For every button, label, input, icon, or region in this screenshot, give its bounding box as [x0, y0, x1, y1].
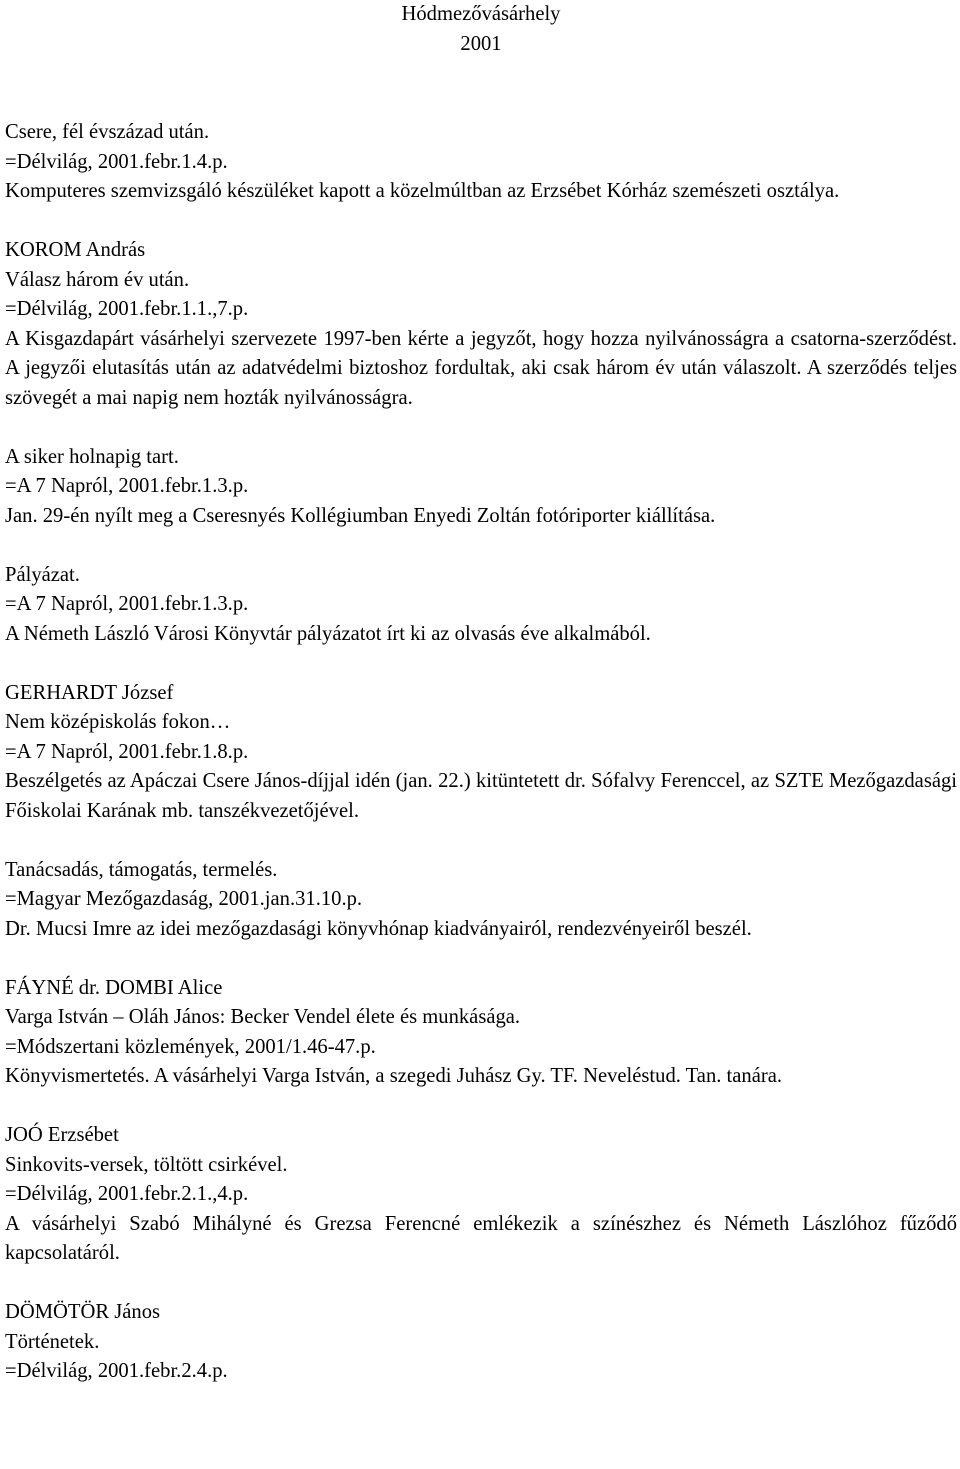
entry-summary: A Kisgazdapárt vásárhelyi szervezete 1997-ben kérte a jegyzőt, hogy hozza nyilvánosságra a csatorna-szerződést. A jegyzői elutasítás után az adatvédelmi biztoshoz fordultak, aki csak három év után válaszolt. A szerződés teljes szövegét a mai napig nem hozták nyilvánosságra. — [5, 327, 957, 409]
entry-title: Nem középiskolás fokon… — [5, 711, 231, 733]
bibliography-entry — [5, 974, 957, 1092]
header-spacer — [5, 59, 957, 118]
entry-source: =Délvilág, 2001.febr.1.4.p. — [5, 150, 228, 173]
document-page — [5, 0, 957, 1416]
bibliography-entry — [5, 679, 957, 827]
bibliography-entry — [5, 236, 957, 413]
bibliography-entry — [5, 1298, 957, 1387]
bibliography-entry — [5, 1121, 957, 1269]
entry-summary: Komputeres szemvizsgáló készüléket kapott a közelmúltban az Erzsébet Kórház szemészeti osztálya. — [5, 180, 840, 202]
entry-summary: Jan. 29-én nyílt meg a Cseresnyés Kollégiumban Enyedi Zoltán fotóriporter kiállítása. — [5, 504, 716, 527]
bibliography-entry — [5, 118, 957, 207]
entry-title: Pályázat. — [5, 563, 80, 586]
bibliography-entry — [5, 856, 957, 945]
header-city: Hódmezővásárhely — [401, 3, 561, 25]
entry-source: =A 7 Napról, 2001.febr.1.8.p. — [5, 740, 249, 763]
entry-source: =Módszertani közlemények, 2001/1.46-47.p. — [5, 1035, 376, 1058]
entry-source: =Délvilág, 2001.febr.2.4.p. — [5, 1360, 228, 1382]
entry-summary: Dr. Mucsi Imre az idei mezőgazdasági könyvhónap kiadványairól, rendezvényeiről beszél. — [5, 917, 752, 940]
entry-author: KOROM András — [5, 239, 146, 261]
entry-author: GERHARDT József — [5, 681, 174, 704]
entry-source: =A 7 Napról, 2001.febr.1.3.p. — [5, 593, 249, 615]
entry-source: =Magyar Mezőgazdaság, 2001.jan.31.10.p. — [5, 888, 363, 910]
entry-author: JOÓ Erzsébet — [5, 1124, 119, 1146]
entry-source: =Délvilág, 2001.febr.2.1.,4.p. — [5, 1183, 249, 1205]
entry-title: Válasz három év után. — [5, 268, 190, 291]
entry-summary: Beszélgetés az Apáczai Csere János-díjjal idén (jan. 22.) kitüntetett dr. Sófalvy Ferenccel, az SZTE Mezőgazdasági Főiskolai Karának mb. tanszékvezetőjével. — [5, 770, 957, 822]
header-year: 2001 — [460, 32, 502, 55]
entry-author: FÁYNÉ dr. DOMBI Alice — [5, 976, 223, 999]
entry-title: Tanácsadás, támogatás, termelés. — [5, 858, 278, 881]
entry-source: =Délvilág, 2001.febr.1.1.,7.p. — [5, 298, 249, 320]
entry-title: Csere, fél évszázad után. — [5, 121, 210, 143]
entry-summary: A vásárhelyi Szabó Mihályné és Grezsa Ferencné emlékezik a színészhez és Németh Lászlóhoz fűződő kapcsolatáról. — [5, 1212, 957, 1264]
bibliography-entry — [5, 443, 957, 532]
entry-title: A siker holnapig tart. — [5, 445, 179, 468]
entry-title: Varga István – Oláh János: Becker Vendel élete és munkásága. — [5, 1006, 521, 1028]
entry-author: DÖMÖTÖR János — [5, 1301, 161, 1323]
entry-summary: Könyvismertetés. A vásárhelyi Varga István, a szegedi Juhász Gy. TF. Neveléstud. Tan. tanára. — [5, 1065, 782, 1087]
entry-title: Sinkovits-versek, töltött csirkével. — [5, 1153, 288, 1176]
document-header — [5, 0, 957, 59]
entry-summary: A Németh László Városi Könyvtár pályázatot írt ki az olvasás éve alkalmából. — [5, 622, 651, 645]
entry-source: =A 7 Napról, 2001.febr.1.3.p. — [5, 475, 249, 497]
bibliography-entry — [5, 561, 957, 650]
entry-title: Történetek. — [5, 1330, 100, 1353]
